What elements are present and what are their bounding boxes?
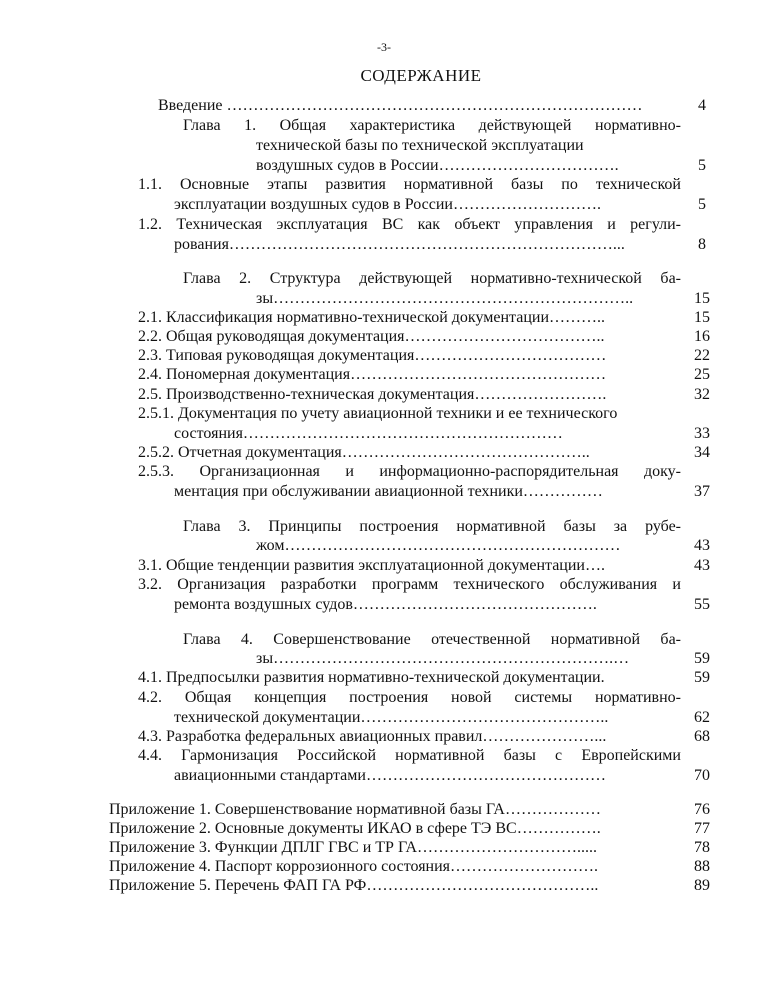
toc-entry-page: 16 — [694, 328, 710, 345]
toc-entry-text: авиационными стандартами……………………………………… — [174, 767, 606, 784]
toc-entry-text: технической документации……………………………………….. — [174, 709, 609, 726]
toc-entry-page: 15 — [694, 309, 710, 326]
toc-entry-page: 59 — [694, 669, 710, 686]
toc-entry-text: Приложение 1. Совершенствование нормативной базы ГА……………… — [109, 801, 601, 818]
toc-entry-page: 37 — [694, 483, 710, 500]
toc-title: СОДЕРЖАНИЕ — [360, 66, 482, 85]
toc-entry-page: 5 — [698, 196, 706, 213]
toc-entry-text: ремонта воздушных судов………………………………………. — [174, 596, 597, 613]
toc-entry-text: жом……………………………………………………… — [256, 537, 621, 554]
toc-entry-page: 8 — [698, 236, 706, 253]
toc-entry-page: 76 — [694, 801, 710, 818]
toc-entry-text: воздушных судов в России……………………………. — [256, 157, 619, 174]
toc-entry-text: 3.2. Организация разработки программ технического обслуживания и — [138, 576, 681, 593]
toc-entry-page: 55 — [694, 596, 710, 613]
toc-entry-text: 1.2. Техническая эксплуатация ВС как объект управления и регули- — [138, 216, 681, 233]
toc-entry-page: 4 — [698, 97, 706, 114]
toc-entry-text: 2.2. Общая руководящая документация……………………………….. — [138, 328, 605, 345]
toc-entry-page: 62 — [694, 709, 710, 726]
toc-entry-page: 43 — [694, 557, 710, 574]
toc-entry-page: 68 — [694, 728, 710, 745]
toc-entry-text: 4.1. Предпосылки развития нормативно-технической документации. — [138, 669, 605, 686]
toc-entry-text: 4.4. Гармонизация Российской нормативной базы с Европейскими — [138, 747, 681, 764]
toc-entry-text: 2.5.2. Отчетная документация……………………………………….. — [138, 444, 590, 461]
toc-entry-text: 4.3. Разработка федеральных авиационных правил…………………... — [138, 728, 607, 745]
toc-entry-text: 2.1. Классификация нормативно-технической документации……….. — [138, 309, 606, 326]
toc-entry-page: 59 — [694, 650, 710, 667]
toc-entry-text: эксплуатации воздушных судов в России………………………. — [174, 196, 601, 213]
toc-entry-page: 33 — [694, 425, 710, 442]
toc-entry-page: 89 — [694, 877, 710, 894]
toc-entry-text: состояния…………………………………………………… — [174, 425, 563, 442]
toc-entry-page: 43 — [694, 537, 710, 554]
toc-entry-text: 2.5.1. Документация по учету авиационной техники и ее технического — [138, 405, 618, 422]
toc-entry-text: Приложение 2. Основные документы ИКАО в сфере ТЭ ВС……………. — [109, 820, 601, 837]
toc-entry-text: зы……………………………………………………….… — [256, 650, 630, 667]
toc-entry-text: Глава 2. Структура действующей нормативно-технической ба- — [183, 270, 681, 287]
toc-entry-text: 2.5. Производственно-техническая документация……………………. — [138, 386, 607, 403]
toc-entry-text: Глава 1. Общая характеристика действующей нормативно- — [183, 117, 681, 134]
toc-entry-page: 34 — [694, 444, 710, 461]
page-number: -3- — [377, 40, 391, 54]
toc-entry-page: 77 — [694, 820, 710, 837]
toc-entry-text: технической базы по технической эксплуатации — [256, 137, 584, 154]
toc-entry-page: 25 — [694, 366, 710, 383]
toc-entry-page: 32 — [694, 386, 710, 403]
toc-entry-page: 5 — [698, 157, 706, 174]
toc-entry-text: Введение …………………………………………………………………… — [158, 97, 643, 114]
toc-entry-text: 3.1. Общие тенденции развития эксплуатационной документации…. — [138, 557, 605, 574]
toc-entry-text: Приложение 3. Функции ДПЛГ ГВС и ТР ГА…………………………..... — [109, 839, 597, 856]
toc-entry-page: 78 — [694, 839, 710, 856]
toc-entry-text: 2.4. Пономерная документация………………………………………… — [138, 366, 607, 383]
toc-entry-text: ментация при обслуживании авиационной техники…………… — [174, 483, 603, 500]
toc-entry-text: Глава 3. Принципы построения нормативной базы за рубе- — [183, 518, 681, 535]
toc-entry-text: Глава 4. Совершенствование отечественной нормативной ба- — [183, 631, 681, 648]
toc-entry-page: 15 — [694, 290, 710, 307]
toc-entry-text: Приложение 5. Перечень ФАП ГА РФ…………………………………….. — [109, 877, 599, 894]
toc-entry-page: 70 — [694, 767, 710, 784]
toc-entry-text: зы………………………………………………………….. — [256, 290, 634, 307]
toc-entry-text: 2.5.3. Организационная и информационно-распорядительная доку- — [138, 463, 681, 480]
toc-entry-text: 4.2. Общая концепция построения новой системы нормативно- — [138, 689, 681, 706]
toc-entry-text: 1.1. Основные этапы развития нормативной базы по технической — [138, 176, 681, 193]
toc-entry-text: 2.3. Типовая руководящая документация……………………………… — [138, 347, 607, 364]
toc-entry-text: Приложение 4. Паспорт коррозионного состояния………………………. — [109, 858, 599, 875]
toc-entry-page: 22 — [694, 347, 710, 364]
toc-entry-page: 88 — [694, 858, 710, 875]
toc-entry-text: рования………………………………………………………………... — [174, 236, 625, 253]
